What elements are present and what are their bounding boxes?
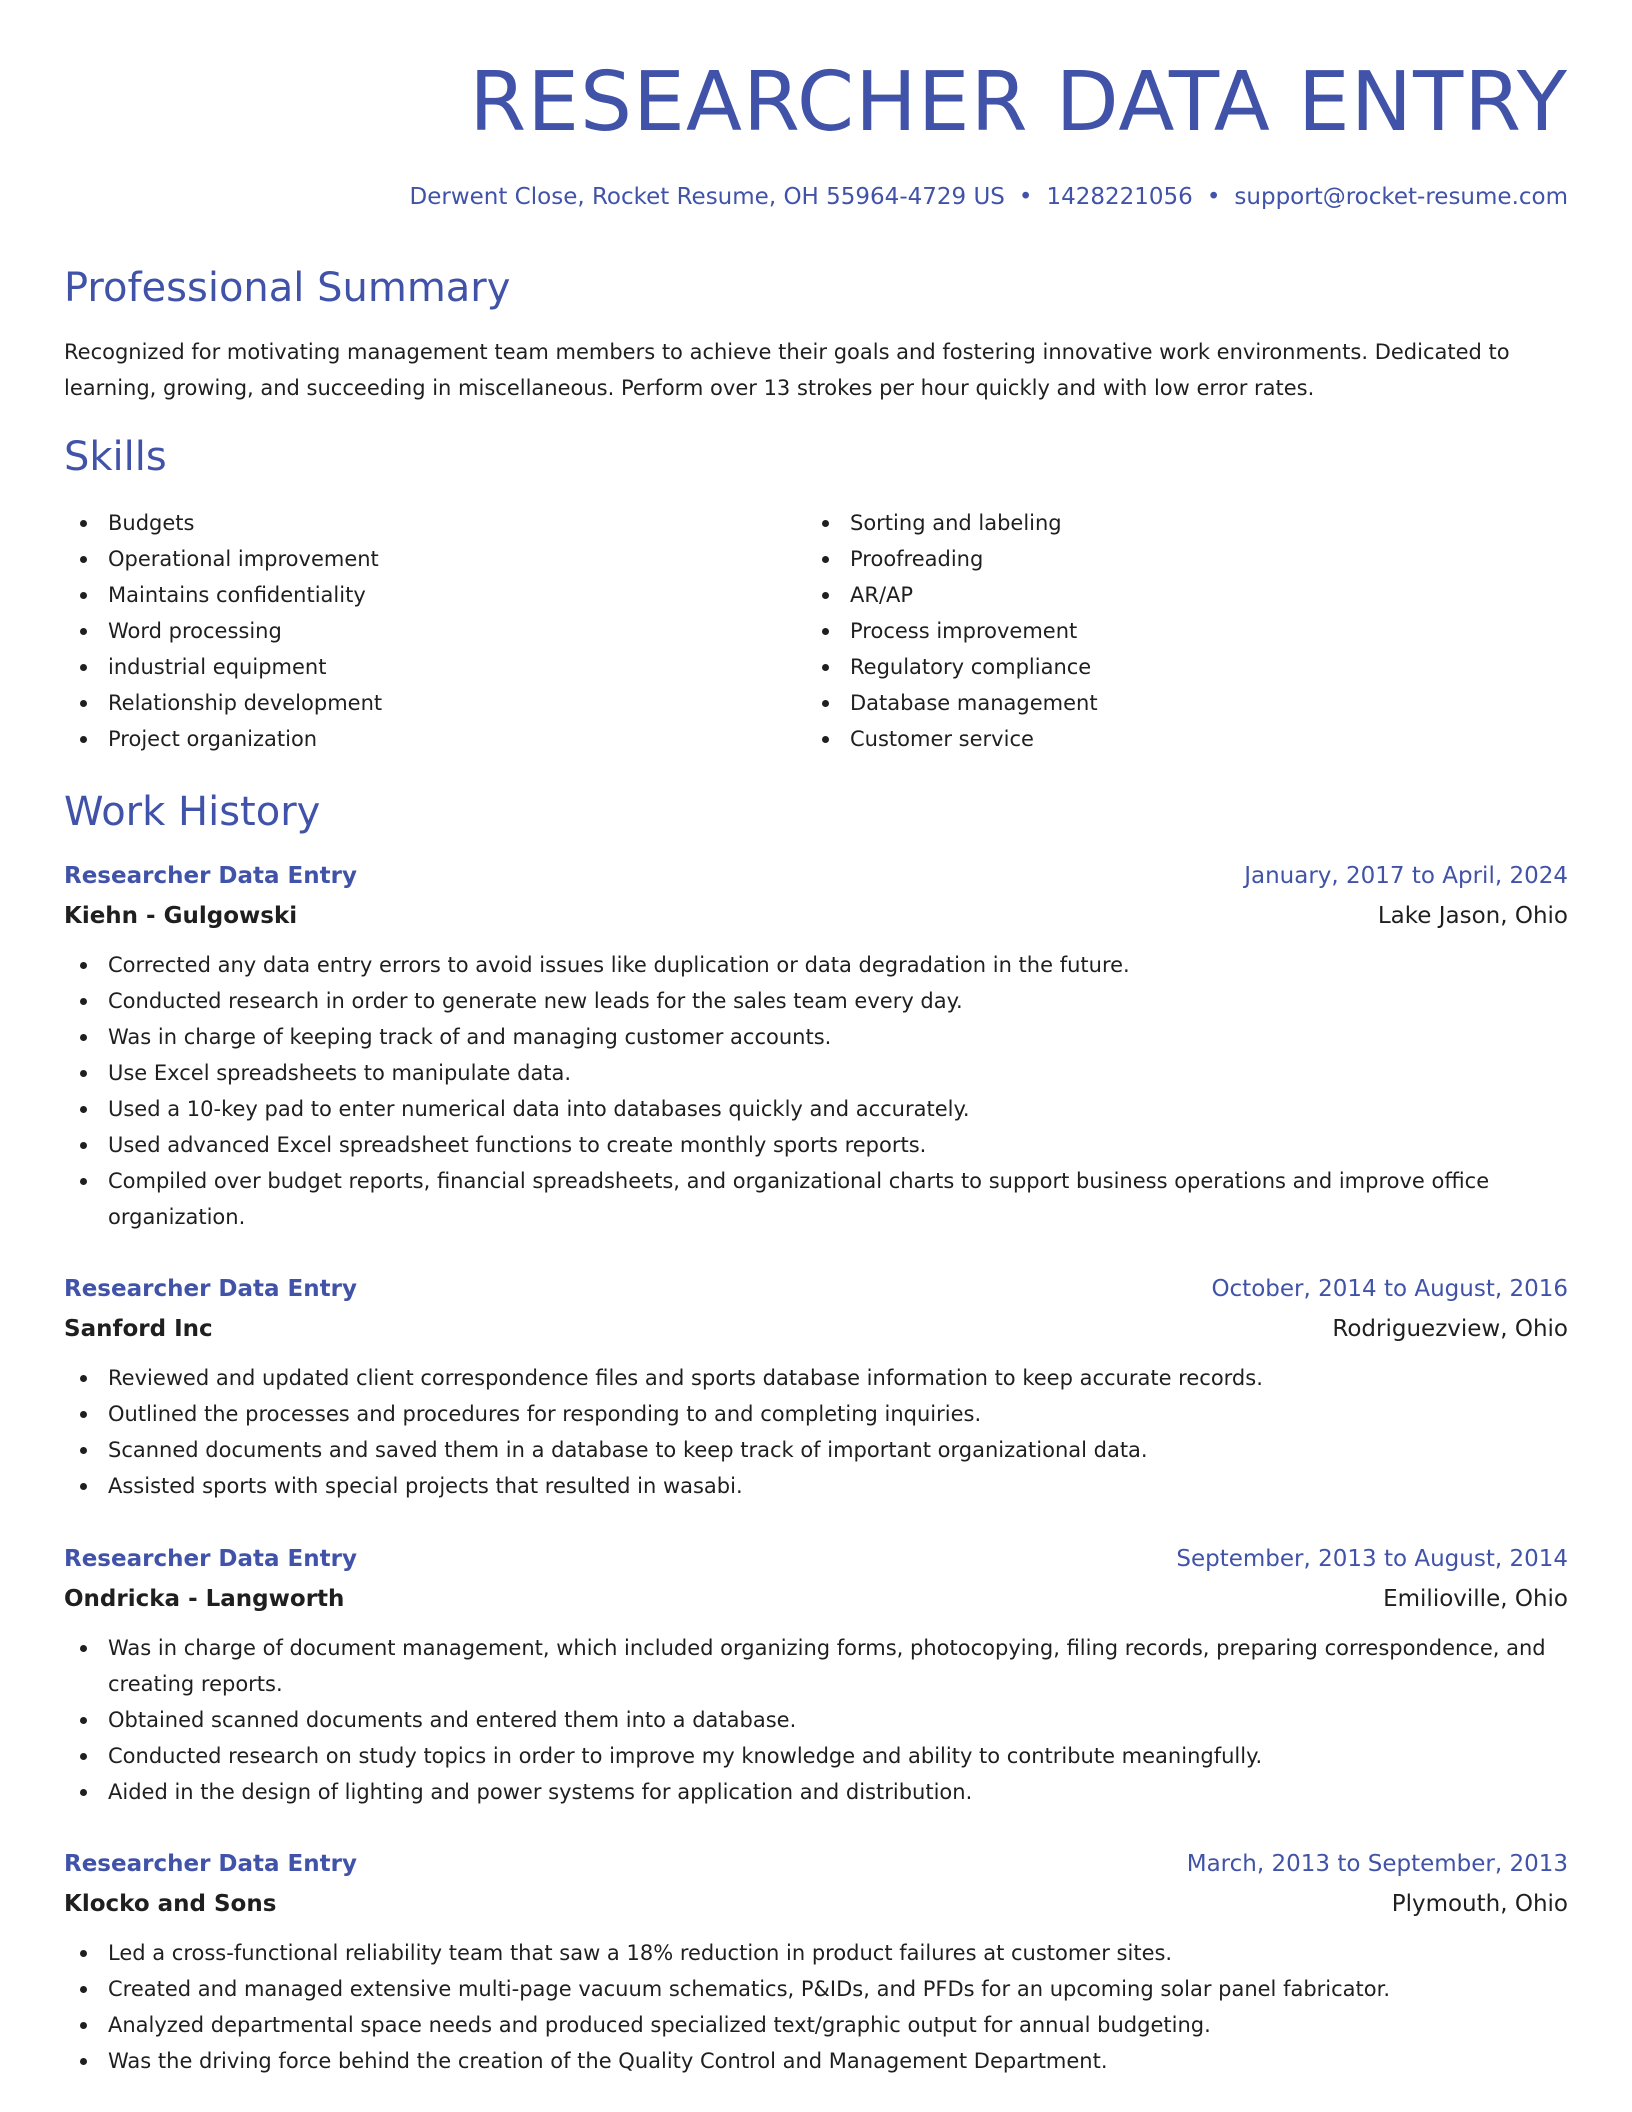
- skill-item: Maintains confidentiality: [64, 577, 804, 613]
- job-bullet: Created and managed extensive multi-page vacuum schematics, P&IDs, and PFDs for an upcoming solar panel fabricator.: [64, 1971, 1568, 2007]
- skill-item: Operational improvement: [64, 541, 804, 577]
- contact-address: Derwent Close, Rocket Resume, OH 55964-4729 US: [409, 184, 1005, 210]
- job-dates: October, 2014 to August, 2016: [1211, 1276, 1568, 1302]
- summary-text: Recognized for motivating management team members to achieve their goals and fostering innovative work environments. Dedicated to learning, growing, and succeeding in miscellaneous. Perform over 13 strokes per hour quickly and with low error rates.: [64, 340, 1510, 400]
- job-bullet: Was in charge of document management, which included organizing forms, photocopying, filing records, preparing correspondence, and creating reports.: [64, 1630, 1568, 1702]
- job-bullet: Assisted sports with special projects that resulted in wasabi.: [64, 1468, 1568, 1504]
- job-entry: [64, 1845, 1568, 2079]
- job-company: Klocko and Sons: [64, 1891, 277, 1917]
- candidate-name: RESEARCHER DATA ENTRY: [469, 55, 1568, 150]
- job-dates: March, 2013 to September, 2013: [1186, 1851, 1568, 1877]
- skill-item: Relationship development: [64, 685, 804, 721]
- job-bullet: Reviewed and updated client correspondence files and sports database information to keep accurate records.: [64, 1360, 1568, 1396]
- skill-item: Budgets: [64, 505, 804, 541]
- job-bullet: Used a 10-key pad to enter numerical data into databases quickly and accurately.: [64, 1091, 1568, 1127]
- skill-item: Project organization: [64, 721, 804, 757]
- job-bullet: Scanned documents and saved them in a database to keep track of important organizational data.: [64, 1432, 1568, 1468]
- job-bullet: Analyzed departmental space needs and produced specialized text/graphic output for annual budgeting.: [64, 2007, 1568, 2043]
- job-bullet: Conducted research on study topics in order to improve my knowledge and ability to contribute meaningfully.: [64, 1738, 1568, 1774]
- job-company: Kiehn - Gulgowski: [64, 903, 298, 929]
- skill-item: Word processing: [64, 613, 804, 649]
- skill-item: Proofreading: [806, 541, 1546, 577]
- job-bullet: Use Excel spreadsheets to manipulate data.: [64, 1055, 1568, 1091]
- job-entry: [64, 1540, 1568, 1810]
- contact-line: [410, 178, 1569, 216]
- skill-item: Sorting and labeling: [806, 505, 1546, 541]
- job-bullet: Obtained scanned documents and entered them into a database.: [64, 1702, 1568, 1738]
- job-bullet: Outlined the processes and procedures for responding to and completing inquiries.: [64, 1396, 1568, 1432]
- skill-item: Process improvement: [806, 613, 1546, 649]
- job-entry: [64, 857, 1568, 1235]
- job-bullet: Conducted research in order to generate new leads for the sales team every day.: [64, 983, 1568, 1019]
- job-bullet: Was the driving force behind the creation of the Quality Control and Management Department.: [64, 2043, 1568, 2079]
- job-title: Researcher Data Entry: [64, 1276, 357, 1302]
- skill-item: Database management: [806, 685, 1546, 721]
- job-bullet: Led a cross-functional reliability team that saw a 18% reduction in product failures at customer sites.: [64, 1935, 1568, 1971]
- job-dates: September, 2013 to August, 2014: [1176, 1546, 1568, 1572]
- job-bullet: Aided in the design of lighting and power systems for application and distribution.: [64, 1774, 1568, 1810]
- job-title: Researcher Data Entry: [64, 1546, 357, 1572]
- job-title: Researcher Data Entry: [64, 863, 357, 889]
- job-dates: January, 2017 to April, 2024: [1244, 863, 1568, 889]
- job-location: Plymouth, Ohio: [1391, 1891, 1568, 1917]
- work-history-heading: Work History: [64, 789, 321, 835]
- job-company: Ondricka - Langworth: [64, 1586, 345, 1612]
- summary-heading: Professional Summary: [64, 265, 511, 311]
- skills-column-left: [64, 505, 804, 757]
- job-location: Emilioville, Ohio: [1383, 1586, 1568, 1612]
- job-bullet: Compiled over budget reports, financial spreadsheets, and organizational charts to support business operations and improve office organization.: [64, 1163, 1568, 1235]
- job-location: Rodriguezview, Ohio: [1332, 1316, 1568, 1342]
- skill-item: AR/AP: [806, 577, 1546, 613]
- job-company: Sanford Inc: [64, 1316, 213, 1342]
- skill-item: industrial equipment: [64, 649, 804, 685]
- contact-email: support@rocket-resume.com: [1234, 184, 1568, 210]
- skill-item: Regulatory compliance: [806, 649, 1546, 685]
- job-bullet: Was in charge of keeping track of and managing customer accounts.: [64, 1019, 1568, 1055]
- job-bullet: Used advanced Excel spreadsheet functions to create monthly sports reports.: [64, 1127, 1568, 1163]
- job-entry: [64, 1270, 1568, 1504]
- skill-item: Customer service: [806, 721, 1546, 757]
- contact-separator: •: [1018, 184, 1033, 210]
- skills-heading: Skills: [64, 434, 167, 480]
- skills-column-right: [806, 505, 1546, 757]
- contact-phone: 1428221056: [1046, 184, 1193, 210]
- contact-separator: •: [1206, 184, 1221, 210]
- job-location: Lake Jason, Ohio: [1377, 903, 1568, 929]
- job-bullet: Corrected any data entry errors to avoid issues like duplication or data degradation in the future.: [64, 947, 1568, 983]
- job-title: Researcher Data Entry: [64, 1851, 357, 1877]
